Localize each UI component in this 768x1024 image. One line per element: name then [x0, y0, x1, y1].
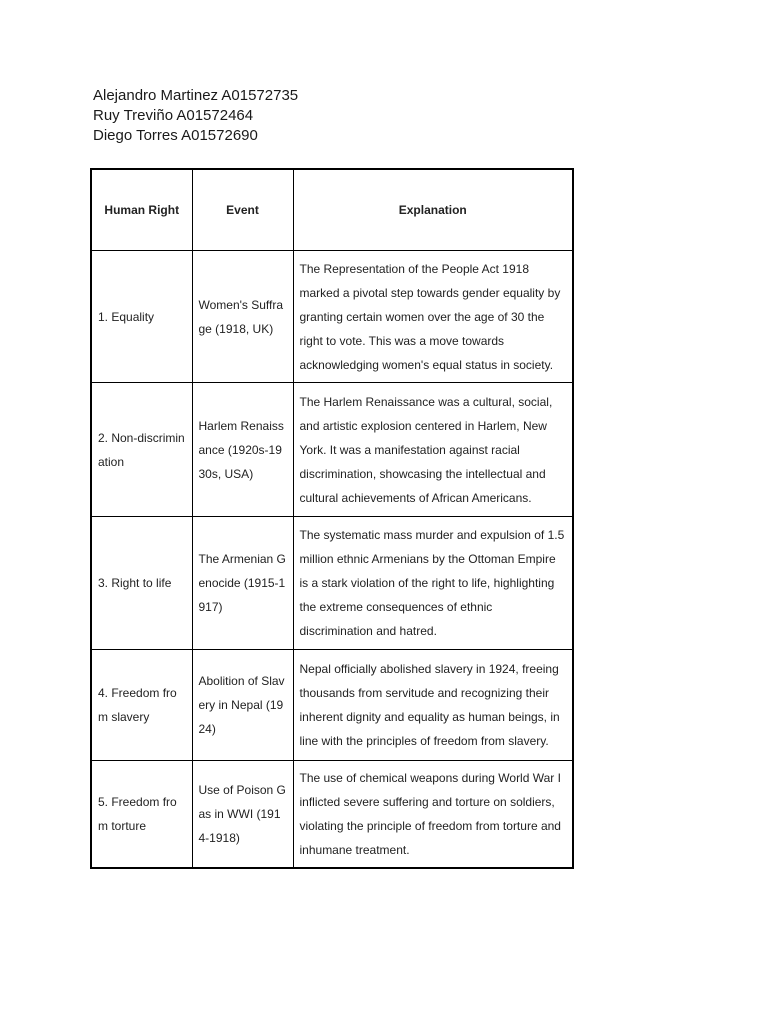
author-list [93, 86, 298, 146]
table-header-row [91, 169, 573, 251]
explanation-cell: The systematic mass murder and expulsion of 1.5 million ethnic Armenians by the Ottoman Empire is a stark violation of the right to life, highlighting the extreme consequences of ethnic discrimination and hatred. [293, 517, 573, 650]
table-row [91, 517, 573, 650]
event-cell: Use of Poison Gas in WWI (1914-1918) [192, 761, 293, 869]
event-cell: Harlem Renaissance (1920s-1930s, USA) [192, 383, 293, 517]
human-right-cell: 2. Non-discrimination [91, 383, 192, 517]
human-right-cell: 4. Freedom from slavery [91, 650, 192, 761]
author-name: Alejandro Martinez A01572735 [93, 87, 299, 104]
explanation-cell: The use of chemical weapons during World War I inflicted severe suffering and torture on soldiers, violating the principle of freedom from torture and inhumane treatment. [293, 761, 573, 869]
explanation-cell: Nepal officially abolished slavery in 1924, freeing thousands from servitude and recognizing their inherent dignity and equality as human beings, in line with the principles of freedom from slavery. [293, 650, 573, 761]
human-rights-table [90, 168, 574, 869]
table-row [91, 251, 573, 383]
human-right-cell: 1. Equality [91, 251, 192, 383]
column-header-explanation: Explanation [293, 169, 573, 251]
column-header-event: Event [192, 169, 293, 251]
column-header-human-right: Human Right [91, 169, 192, 251]
explanation-cell: The Harlem Renaissance was a cultural, social, and artistic explosion centered in Harlem, New York. It was a manifestation against racial discrimination, showcasing the intellectual and cultural achievements of African Americans. [293, 383, 573, 517]
event-cell: Women's Suffrage (1918, UK) [192, 251, 293, 383]
table-row [91, 650, 573, 761]
author-name: Ruy Treviño A01572464 [93, 107, 254, 124]
explanation-cell: The Representation of the People Act 1918 marked a pivotal step towards gender equality by granting certain women over the age of 30 the right to vote. This was a move towards acknowledging women's equal status in society. [293, 251, 573, 383]
event-cell: The Armenian Genocide (1915-1917) [192, 517, 293, 650]
human-right-cell: 3. Right to life [91, 517, 192, 650]
event-cell: Abolition of Slavery in Nepal (1924) [192, 650, 293, 761]
author-name: Diego Torres A01572690 [93, 127, 258, 144]
table-row [91, 383, 573, 517]
human-right-cell: 5. Freedom from torture [91, 761, 192, 869]
table-row [91, 761, 573, 869]
